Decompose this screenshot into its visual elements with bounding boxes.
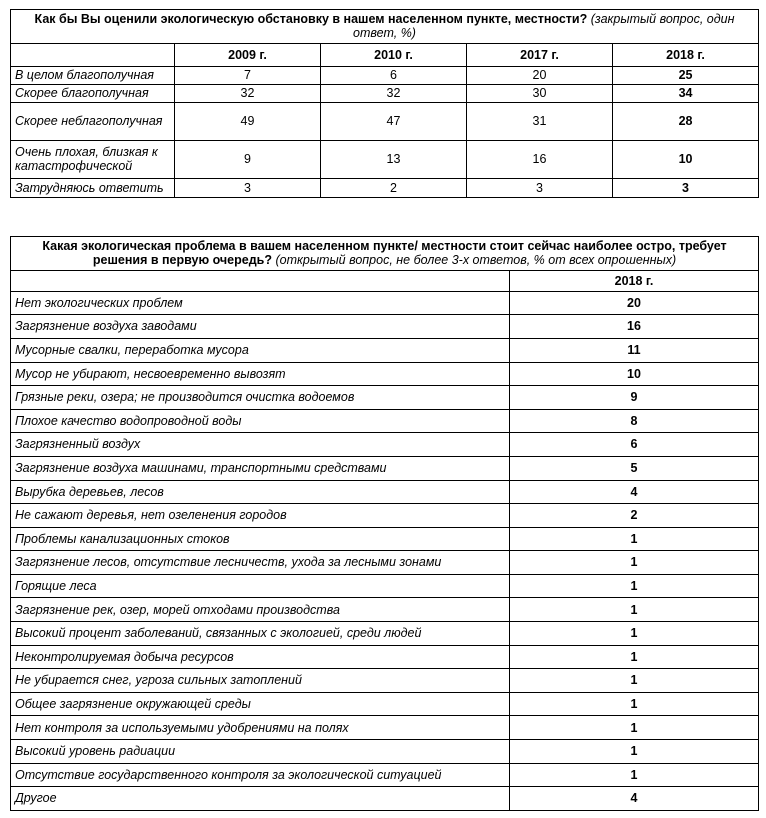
cell-value: 1 bbox=[510, 716, 759, 740]
table-row bbox=[11, 84, 759, 102]
cell-value: 1 bbox=[510, 645, 759, 669]
table-row bbox=[11, 102, 759, 140]
cell-value: 1 bbox=[510, 574, 759, 598]
table-row bbox=[11, 433, 759, 457]
cell-value: 5 bbox=[510, 456, 759, 480]
row-label: Нет контроля за используемыми удобрениями на полях bbox=[11, 716, 510, 740]
empty-header-cell bbox=[11, 43, 175, 66]
cell-value: 1 bbox=[510, 692, 759, 716]
row-label: В целом благополучная bbox=[11, 66, 175, 84]
table-row bbox=[11, 716, 759, 740]
year-header-row bbox=[11, 270, 759, 291]
cell-value: 3 bbox=[613, 178, 759, 197]
cell-value: 31 bbox=[467, 102, 613, 140]
question-text: Какая экологическая проблема в вашем населенном пункте/ местности стоит сейчас наиболее остро, требует решения в первую очередь? bbox=[42, 239, 727, 268]
table-row bbox=[11, 315, 759, 339]
row-label: Грязные реки, озера; не производится очистка водоемов bbox=[11, 386, 510, 410]
table-row bbox=[11, 338, 759, 362]
table-row bbox=[11, 740, 759, 764]
cell-value: 1 bbox=[510, 669, 759, 693]
row-label: Загрязнение воздуха заводами bbox=[11, 315, 510, 339]
table-row bbox=[11, 645, 759, 669]
cell-value: 9 bbox=[175, 140, 321, 178]
table-row bbox=[11, 763, 759, 787]
row-label: Не сажают деревья, нет озеленения городов bbox=[11, 504, 510, 528]
cell-value: 1 bbox=[510, 527, 759, 551]
cell-value: 11 bbox=[510, 338, 759, 362]
question-text: Как бы Вы оценили экологическую обстановку в нашем населенном пункте, местности? bbox=[34, 12, 588, 26]
year-header: 2010 г. bbox=[321, 43, 467, 66]
table-row bbox=[11, 386, 759, 410]
table-row bbox=[11, 178, 759, 197]
table-row bbox=[11, 622, 759, 646]
cell-value: 4 bbox=[510, 480, 759, 504]
row-label: Загрязненный воздух bbox=[11, 433, 510, 457]
question-header bbox=[11, 237, 759, 271]
question-header bbox=[11, 10, 759, 44]
year-header: 2017 г. bbox=[467, 43, 613, 66]
cell-value: 20 bbox=[467, 66, 613, 84]
table-row bbox=[11, 504, 759, 528]
cell-value: 4 bbox=[510, 787, 759, 811]
cell-value: 20 bbox=[510, 291, 759, 315]
row-label: Затрудняюсь ответить bbox=[11, 178, 175, 197]
cell-value: 16 bbox=[510, 315, 759, 339]
cell-value: 7 bbox=[175, 66, 321, 84]
table-row bbox=[11, 669, 759, 693]
table-row bbox=[11, 598, 759, 622]
cell-value: 32 bbox=[175, 84, 321, 102]
row-label: Мусор не убирают, несвоевременно вывозят bbox=[11, 362, 510, 386]
cell-value: 25 bbox=[613, 66, 759, 84]
cell-value: 9 bbox=[510, 386, 759, 410]
cell-value: 3 bbox=[467, 178, 613, 197]
year-header: 2018 г. bbox=[510, 270, 759, 291]
ecology-problems-table bbox=[10, 236, 759, 811]
cell-value: 47 bbox=[321, 102, 467, 140]
question-note: (открытый вопрос, не более 3-х ответов, % от всех опрошенных) bbox=[275, 253, 677, 268]
row-label: Высокий уровень радиации bbox=[11, 740, 510, 764]
row-label: Плохое качество водопроводной воды bbox=[11, 409, 510, 433]
table-row bbox=[11, 291, 759, 315]
year-header: 2009 г. bbox=[175, 43, 321, 66]
row-label: Вырубка деревьев, лесов bbox=[11, 480, 510, 504]
row-label: Скорее неблагополучная bbox=[11, 102, 175, 140]
cell-value: 49 bbox=[175, 102, 321, 140]
cell-value: 28 bbox=[613, 102, 759, 140]
cell-value: 34 bbox=[613, 84, 759, 102]
row-label: Не убирается снег, угроза сильных затоплений bbox=[11, 669, 510, 693]
cell-value: 8 bbox=[510, 409, 759, 433]
cell-value: 3 bbox=[175, 178, 321, 197]
row-label: Скорее благополучная bbox=[11, 84, 175, 102]
table-row bbox=[11, 66, 759, 84]
cell-value: 1 bbox=[510, 551, 759, 575]
row-label: Высокий процент заболеваний, связанных с экологией, среди людей bbox=[11, 622, 510, 646]
row-label: Очень плохая, близкая к катастрофической bbox=[11, 140, 175, 178]
year-header: 2018 г. bbox=[613, 43, 759, 66]
table-row bbox=[11, 480, 759, 504]
row-label: Неконтролируемая добыча ресурсов bbox=[11, 645, 510, 669]
cell-value: 1 bbox=[510, 622, 759, 646]
row-label: Проблемы канализационных стоков bbox=[11, 527, 510, 551]
cell-value: 10 bbox=[613, 140, 759, 178]
cell-value: 2 bbox=[321, 178, 467, 197]
row-label: Другое bbox=[11, 787, 510, 811]
cell-value: 13 bbox=[321, 140, 467, 178]
row-label: Мусорные свалки, переработка мусора bbox=[11, 338, 510, 362]
table-row bbox=[11, 551, 759, 575]
cell-value: 32 bbox=[321, 84, 467, 102]
row-label: Общее загрязнение окружающей среды bbox=[11, 692, 510, 716]
row-label: Отсутствие государственного контроля за экологической ситуацией bbox=[11, 763, 510, 787]
table-row bbox=[11, 692, 759, 716]
empty-header-cell bbox=[11, 270, 510, 291]
cell-value: 6 bbox=[321, 66, 467, 84]
ecology-assessment-table bbox=[10, 9, 759, 198]
table-row bbox=[11, 456, 759, 480]
year-header-row bbox=[11, 43, 759, 66]
row-label: Загрязнение лесов, отсутствие лесничеств, ухода за лесными зонами bbox=[11, 551, 510, 575]
cell-value: 30 bbox=[467, 84, 613, 102]
row-label: Загрязнение воздуха машинами, транспортными средствами bbox=[11, 456, 510, 480]
cell-value: 6 bbox=[510, 433, 759, 457]
table-row bbox=[11, 409, 759, 433]
table-row bbox=[11, 140, 759, 178]
row-label: Загрязнение рек, озер, морей отходами производства bbox=[11, 598, 510, 622]
cell-value: 16 bbox=[467, 140, 613, 178]
row-label: Нет экологических проблем bbox=[11, 291, 510, 315]
cell-value: 1 bbox=[510, 740, 759, 764]
cell-value: 1 bbox=[510, 598, 759, 622]
row-label: Горящие леса bbox=[11, 574, 510, 598]
table-row bbox=[11, 787, 759, 811]
cell-value: 1 bbox=[510, 763, 759, 787]
cell-value: 10 bbox=[510, 362, 759, 386]
cell-value: 2 bbox=[510, 504, 759, 528]
table-row bbox=[11, 362, 759, 386]
question-note: (закрытый вопрос, один ответ, %) bbox=[353, 12, 735, 41]
table-row bbox=[11, 527, 759, 551]
table-row bbox=[11, 574, 759, 598]
